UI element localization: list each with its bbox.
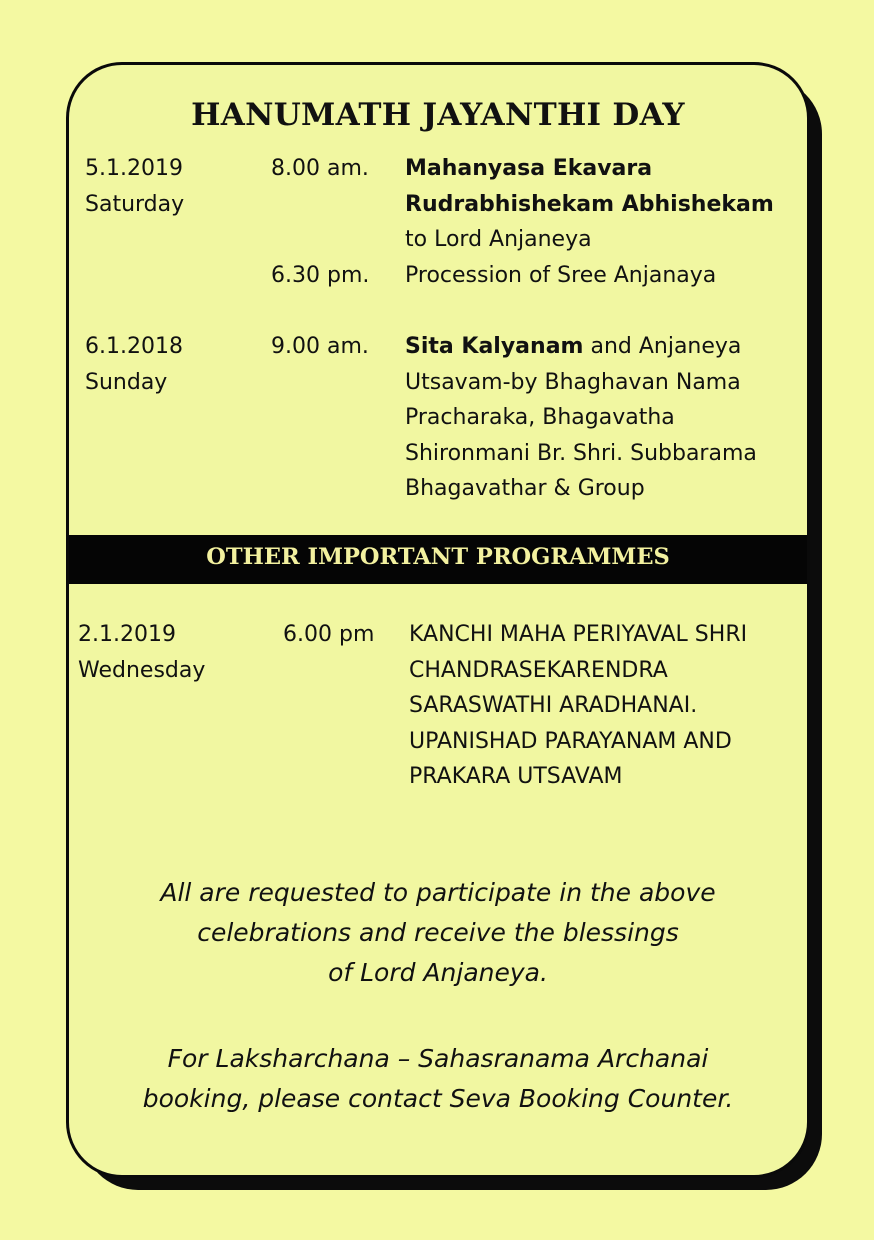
event-detail-line: Utsavam-by Bhaghavan Nama [405,369,741,395]
program-card [66,62,810,1178]
event-date: 5.1.2019 [85,156,183,181]
event-time: 6.30 pm. [271,262,370,288]
event-detail-line: Pracharaka, Bhagavatha [405,405,675,430]
event-detail-normal: and Anjaneya [583,334,742,359]
event-time: 8.00 am. [271,156,369,181]
event-detail-line: Shironmani Br. Shri. Subbarama [405,440,757,466]
event-time: 9.00 am. [271,334,369,359]
event-detail-line: SARASWATHI ARADHANAI. [409,693,698,718]
booking-note [69,1039,807,1119]
event-detail-line: Procession of Sree Anjanaya [405,262,717,288]
event-detail-line: Rudrabhishekam Abhishekam [405,191,774,217]
invitation-line: celebrations and receive the blessings [197,918,679,947]
invitation-note [69,873,807,993]
event-detail-line: UPANISHAD PARAYANAM AND [409,728,732,754]
event-date: 2.1.2019 [78,622,176,647]
event-day: Sunday [85,369,168,395]
event-detail-line: Bhagavathar & Group [405,476,645,501]
section-banner [66,535,810,584]
event-time: 6.00 pm [283,622,375,647]
event-day: Saturday [85,191,185,217]
invitation-line: of Lord Anjaneya. [328,958,548,987]
section-title: OTHER IMPORTANT PROGRAMMES [206,544,670,570]
event-detail-line: PRAKARA UTSAVAM [409,764,623,789]
page-title: HANUMATH JAYANTHI DAY [191,97,685,133]
event-detail-bold: Sita Kalyanam [405,334,584,359]
event-detail-line: CHANDRASEKARENDRA [409,657,668,683]
booking-line: booking, please contact Seva Booking Counter. [142,1084,734,1113]
booking-line: For Laksharchana – Sahasranama Archanai [167,1044,709,1073]
event-detail-line: Mahanyasa Ekavara [405,156,653,181]
event-detail-line [405,329,741,365]
invitation-line: All are requested to participate in the above [160,878,716,907]
event-detail-line: KANCHI MAHA PERIYAVAL SHRI [409,622,748,647]
event-date: 6.1.2018 [85,334,183,359]
event-detail-line: to Lord Anjaneya [405,227,592,252]
event-day: Wednesday [78,657,206,683]
